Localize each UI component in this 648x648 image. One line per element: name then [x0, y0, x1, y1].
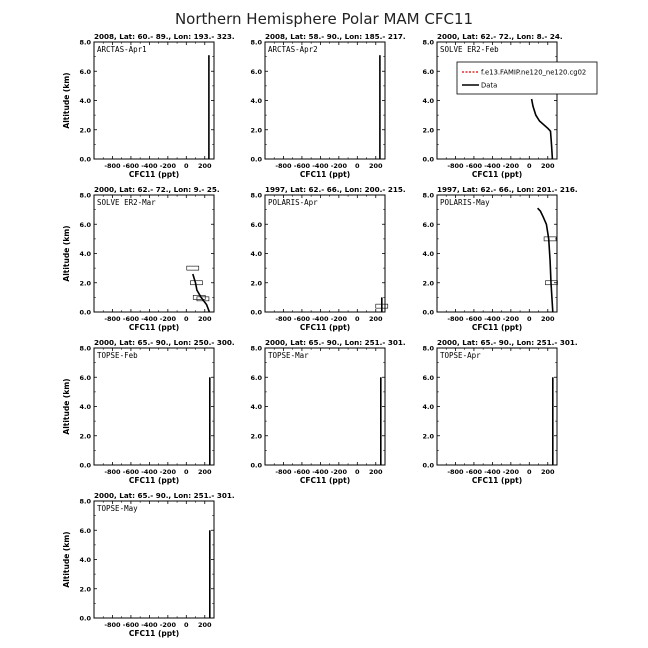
data-line — [538, 208, 553, 312]
plot-frame — [265, 42, 385, 159]
x-axis-label: CFC11 (ppt) — [128, 323, 180, 332]
x-axis-label: CFC11 (ppt) — [128, 629, 180, 638]
x-tick-label: -800 — [275, 468, 292, 476]
x-tick-label: -600 — [465, 315, 483, 323]
y-axis-label: Altitude (km) — [62, 225, 71, 282]
x-tick-label: -600 — [122, 621, 140, 629]
panel-9 — [422, 338, 577, 485]
x-tick-label: -800 — [447, 315, 464, 323]
panel-header: 2000, Lat: 65.- 90., Lon: 251.- 301. — [94, 491, 235, 500]
panel-header: 2008, Lat: 60.- 89., Lon: 193.- 323. — [94, 32, 235, 41]
y-tick-label: 0.0 — [422, 308, 434, 317]
x-tick-label: -800 — [104, 162, 121, 170]
x-tick-label: -200 — [159, 468, 176, 476]
legend-data-label: Data — [481, 81, 498, 90]
x-tick-label: -400 — [484, 468, 501, 476]
plot-frame — [437, 348, 557, 465]
x-tick-label: -400 — [141, 621, 158, 629]
x-tick-label: 0 — [184, 162, 189, 170]
y-tick-label: 6.0 — [422, 373, 434, 382]
y-tick-label: 4.0 — [250, 250, 262, 258]
x-axis-label: CFC11 (ppt) — [128, 476, 180, 485]
y-tick-label: 4.0 — [79, 556, 91, 564]
x-tick-label: 0 — [355, 315, 360, 323]
plot-frame — [94, 348, 214, 465]
y-tick-label: 4.0 — [79, 403, 91, 411]
y-tick-label: 6.0 — [79, 373, 91, 382]
x-axis-label: CFC11 (ppt) — [471, 476, 523, 485]
y-tick-label: 0.0 — [250, 461, 262, 470]
x-tick-label: 0 — [527, 315, 532, 323]
x-tick-label: -800 — [275, 315, 292, 323]
y-tick-label: 2.0 — [250, 279, 262, 288]
panel-header: 2000, Lat: 65.- 90., Lon: 251.- 301. — [265, 338, 406, 347]
campaign-label: TOPSE-Feb — [97, 351, 138, 360]
y-tick-label: 2.0 — [422, 279, 434, 288]
panel-10 — [62, 491, 235, 638]
plot-frame — [437, 42, 557, 159]
y-tick-label: 4.0 — [79, 250, 91, 258]
x-tick-label: 200 — [540, 468, 555, 476]
x-axis-label: CFC11 (ppt) — [471, 323, 523, 332]
y-tick-label: 0.0 — [250, 155, 262, 164]
x-tick-label: -600 — [293, 468, 311, 476]
x-tick-label: -600 — [293, 162, 311, 170]
panel-1 — [62, 32, 235, 179]
x-tick-label: -200 — [159, 162, 176, 170]
x-tick-label: -200 — [502, 162, 519, 170]
x-tick-label: -400 — [312, 315, 329, 323]
y-tick-label: 0.0 — [79, 614, 91, 623]
x-tick-label: 0 — [184, 315, 189, 323]
x-tick-label: 0 — [527, 468, 532, 476]
y-tick-label: 0.0 — [79, 308, 91, 317]
campaign-label: SOLVE ER2-Mar — [97, 198, 156, 207]
x-tick-label: -400 — [141, 468, 158, 476]
plot-frame — [94, 195, 214, 312]
y-tick-label: 4.0 — [79, 97, 91, 105]
y-tick-label: 6.0 — [79, 526, 91, 535]
x-tick-label: -600 — [122, 468, 140, 476]
y-tick-label: 8.0 — [250, 344, 262, 353]
x-tick-label: -600 — [465, 468, 483, 476]
campaign-label: TOPSE-Apr — [440, 351, 481, 360]
y-axis-label: Altitude (km) — [62, 531, 71, 588]
panel-8 — [250, 338, 405, 485]
x-tick-label: 200 — [540, 162, 555, 170]
x-tick-label: -800 — [447, 468, 464, 476]
panel-header: 2008, Lat: 58.- 90., Lon: 185.- 217. — [265, 32, 406, 41]
x-tick-label: -400 — [141, 315, 158, 323]
y-tick-label: 2.0 — [422, 126, 434, 135]
y-tick-label: 2.0 — [79, 432, 91, 441]
y-tick-label: 6.0 — [250, 220, 262, 229]
x-tick-label: 200 — [197, 162, 212, 170]
x-axis-label: CFC11 (ppt) — [471, 170, 523, 179]
panel-header: 1997, Lat: 62.- 66., Lon: 200.- 215. — [265, 185, 406, 194]
x-tick-label: 200 — [540, 315, 555, 323]
legend-box — [457, 62, 597, 94]
x-tick-label: -800 — [447, 162, 464, 170]
y-tick-label: 6.0 — [422, 67, 434, 76]
y-tick-label: 4.0 — [250, 97, 262, 105]
x-tick-label: 200 — [197, 468, 212, 476]
campaign-label: ARCTAS-Apr2 — [268, 45, 318, 54]
x-tick-label: -800 — [104, 621, 121, 629]
y-tick-label: 0.0 — [422, 155, 434, 164]
x-tick-label: 200 — [368, 468, 383, 476]
data-line — [193, 274, 210, 312]
x-tick-label: -400 — [484, 315, 501, 323]
plot-frame — [437, 195, 557, 312]
campaign-label: POLARIS-May — [440, 198, 490, 207]
y-tick-label: 8.0 — [79, 344, 91, 353]
plot-frame — [94, 42, 214, 159]
x-tick-label: 0 — [527, 162, 532, 170]
y-tick-label: 2.0 — [79, 126, 91, 135]
y-tick-label: 8.0 — [250, 191, 262, 200]
y-tick-label: 2.0 — [250, 432, 262, 441]
y-tick-label: 6.0 — [250, 67, 262, 76]
y-tick-label: 8.0 — [79, 497, 91, 506]
plot-frame — [265, 348, 385, 465]
y-axis-label: Altitude (km) — [62, 378, 71, 435]
x-tick-label: -200 — [330, 315, 347, 323]
x-tick-label: -600 — [122, 162, 140, 170]
y-tick-label: 6.0 — [79, 220, 91, 229]
plot-frame — [265, 195, 385, 312]
data-box — [544, 237, 556, 241]
y-tick-label: 0.0 — [422, 461, 434, 470]
x-axis-label: CFC11 (ppt) — [299, 476, 351, 485]
x-tick-label: 200 — [197, 621, 212, 629]
y-tick-label: 2.0 — [79, 585, 91, 594]
panel-4 — [62, 185, 220, 332]
y-tick-label: 2.0 — [79, 279, 91, 288]
campaign-label: TOPSE-May — [97, 504, 138, 513]
x-tick-label: 0 — [355, 162, 360, 170]
x-tick-label: -400 — [141, 162, 158, 170]
x-tick-label: -400 — [484, 162, 501, 170]
y-tick-label: 8.0 — [79, 191, 91, 200]
x-tick-label: 200 — [197, 315, 212, 323]
y-tick-label: 8.0 — [422, 344, 434, 353]
x-tick-label: 0 — [184, 468, 189, 476]
x-tick-label: -600 — [122, 315, 140, 323]
x-tick-label: 200 — [368, 162, 383, 170]
y-tick-label: 4.0 — [422, 250, 434, 258]
panel-header: 2000, Lat: 62.- 72., Lon: 8.- 24. — [437, 32, 563, 41]
x-tick-label: 0 — [184, 621, 189, 629]
data-box — [193, 295, 205, 299]
panel-header: 1997, Lat: 62.- 66., Lon: 201.- 216. — [437, 185, 578, 194]
x-axis-label: CFC11 (ppt) — [299, 323, 351, 332]
panel-header: 2000, Lat: 65.- 90., Lon: 250.- 300. — [94, 338, 235, 347]
x-axis-label: CFC11 (ppt) — [128, 170, 180, 179]
x-tick-label: -400 — [312, 468, 329, 476]
x-tick-label: -200 — [502, 468, 519, 476]
y-tick-label: 8.0 — [422, 191, 434, 200]
panel-grid — [62, 32, 597, 638]
x-tick-label: 200 — [368, 315, 383, 323]
panel-header: 2000, Lat: 65.- 90., Lon: 251.- 301. — [437, 338, 578, 347]
x-tick-label: -800 — [275, 162, 292, 170]
x-tick-label: -200 — [330, 162, 347, 170]
y-tick-label: 4.0 — [250, 403, 262, 411]
campaign-label: SOLVE ER2-Feb — [440, 45, 499, 54]
panel-3 — [422, 32, 597, 179]
data-box — [187, 266, 199, 270]
y-tick-label: 4.0 — [422, 97, 434, 105]
y-tick-label: 4.0 — [422, 403, 434, 411]
x-tick-label: -200 — [159, 315, 176, 323]
x-tick-label: -600 — [465, 162, 483, 170]
campaign-label: POLARIS-Apr — [268, 198, 318, 207]
y-tick-label: 8.0 — [79, 38, 91, 47]
x-tick-label: -600 — [293, 315, 311, 323]
panel-5 — [250, 185, 405, 332]
x-tick-label: -200 — [330, 468, 347, 476]
y-axis-label: Altitude (km) — [62, 72, 71, 129]
x-tick-label: -800 — [104, 468, 121, 476]
y-tick-label: 0.0 — [250, 308, 262, 317]
legend — [457, 62, 597, 94]
x-tick-label: -800 — [104, 315, 121, 323]
panel-6 — [422, 185, 577, 332]
panel-2 — [250, 32, 405, 179]
y-tick-label: 0.0 — [79, 155, 91, 164]
figure-title: Northern Hemisphere Polar MAM CFC11 — [174, 10, 474, 28]
y-tick-label: 8.0 — [250, 38, 262, 47]
legend-model-label: f.e13.FAMIP.ne120_ne120.cg02 — [481, 68, 587, 77]
data-line — [532, 99, 553, 159]
y-tick-label: 0.0 — [79, 461, 91, 470]
plot-frame — [94, 501, 214, 618]
campaign-label: TOPSE-Mar — [268, 351, 309, 360]
y-tick-label: 8.0 — [422, 38, 434, 47]
panel-header: 2000, Lat: 62.- 72., Lon: 9.- 25. — [94, 185, 220, 194]
campaign-label: ARCTAS-Apr1 — [97, 45, 147, 54]
y-tick-label: 6.0 — [422, 220, 434, 229]
x-tick-label: -200 — [159, 621, 176, 629]
y-tick-label: 2.0 — [250, 126, 262, 135]
y-tick-label: 6.0 — [79, 67, 91, 76]
y-tick-label: 6.0 — [250, 373, 262, 382]
y-tick-label: 2.0 — [422, 432, 434, 441]
x-tick-label: -400 — [312, 162, 329, 170]
panel-7 — [62, 338, 235, 485]
x-axis-label: CFC11 (ppt) — [299, 170, 351, 179]
x-tick-label: -200 — [502, 315, 519, 323]
x-tick-label: 0 — [355, 468, 360, 476]
